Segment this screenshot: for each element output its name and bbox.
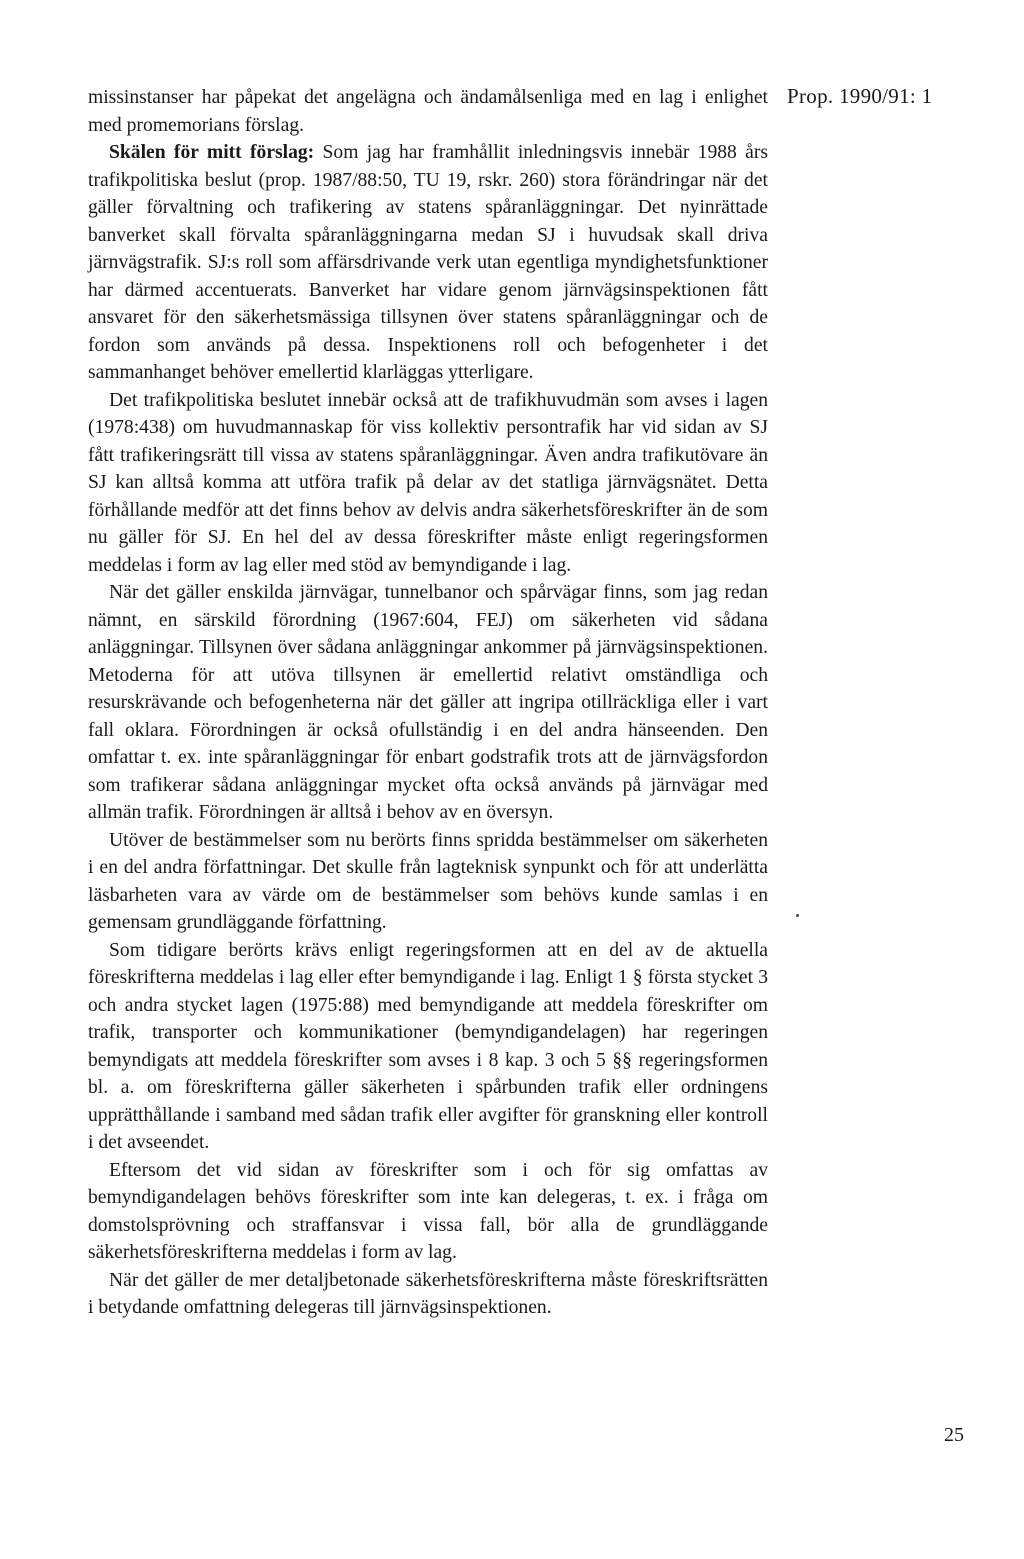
document-reference: Prop. 1990/91: 1 <box>787 84 933 108</box>
paragraph-1 <box>88 84 768 139</box>
body-text <box>88 84 768 1322</box>
paragraph-6-text: Som tidigare berörts krävs enligt regeringsformen att en del av de aktuella föreskrifterna meddelas i lag eller efter bemyndigande i lag. Enligt 1 § första stycket 3 och andra stycket lagen (1975:88) med bemyndigande att meddela föreskrifter om trafik, transporter och kommunikationer (bemyndigandelagen) har regeringen bemyndigats att meddela föreskrifter som avses i 8 kap. 3 och 5 §§ regeringsformen bl. a. om föreskrifterna gäller säkerheten i spårbunden trafik eller ordningens upprätthållande i samband med sådan trafik eller avgifter för granskning eller kontroll i det avseendet. <box>88 939 768 1153</box>
paragraph-4 <box>88 579 768 827</box>
paragraph-4-text: När det gäller enskilda järnvägar, tunnelbanor och spårvägar finns, som jag redan nämnt, en särskild förordning (1967:604, FEJ) om säkerheten vid sådana anläggningar. Tillsynen över sådana anläggningar ankommer på järnvägsinspektionen. Metoderna för att utöva tillsynen är emellertid relativt omständliga och resurskrävande och befogenheterna när det gäller att ingripa otillräckliga eller i vart fall oklara. Förordningen är också ofullständig i en del andra hänseenden. Den omfattar t. ex. inte spåranläggningar för enbart godstrafik trots att de järnvägsfordon som trafikerar sådana anläggningar mycket ofta också används på järnvägar med allmän trafik. Förordningen är alltså i behov av en översyn. <box>88 582 768 823</box>
margin-mark <box>796 914 799 917</box>
paragraph-3-text: Det trafikpolitiska beslutet innebär också att de trafikhuvudmän som avses i lagen (1978:438) om huvudmannaskap för viss kollektiv persontrafik har vid sidan av SJ fått trafikeringsrätt till vissa av statens spåranläggningar. Även andra trafikutövare än SJ kan alltså komma att utföra trafik på delar av det statliga järnvägsnätet. Detta förhållande medför att det finns behov av delvis andra säkerhetsföreskrifter än de som nu gäller för SJ. En hel del av dessa föreskrifter måste enligt regeringsformen meddelas i form av lag eller med stöd av bemyndigande i lag. <box>88 389 768 576</box>
paragraph-1-text: missinstanser har påpekat det angelägna och ändamålsenliga med en lag i enlighet med promemorians förslag. <box>88 87 768 136</box>
paragraph-7 <box>88 1157 768 1267</box>
paragraph-2-text: Som jag har framhållit inledningsvis innebär 1988 års trafikpolitiska beslut (prop. 1987/88:50, TU 19, rskr. 260) stora förändringar när det gäller förvaltning och trafikering av statens spåranläggningar. Det nyinrättade banverket skall förvalta spåranläggningarna medan SJ i huvudsak skall driva järnvägstrafik. SJ:s roll som affärsdrivande verk utan egentliga myndighetsfunktioner har därmed accentuerats. Banverket har vidare genom järnvägsinspektionen fått ansvaret för den säkerhetsmässiga tillsynen över statens spåranläggningar och de fordon som används på dessa. Inspektionens roll och befogenheter i det sammanhanget behöver emellertid klarläggas ytterligare. <box>88 142 768 383</box>
paragraph-3 <box>88 387 768 580</box>
paragraph-8 <box>88 1267 768 1322</box>
paragraph-5-text: Utöver de bestämmelser som nu berörts finns spridda bestämmelser om säkerheten i en del andra författningar. Det skulle från lagteknisk synpunkt och för att underlätta läsbarheten vara av värde om de bestämmelser som behövs kunde samlas i en gemensam grundläggande författning. <box>88 829 768 933</box>
paragraph-2 <box>88 139 768 387</box>
paragraph-6 <box>88 937 768 1157</box>
page-number: 25 <box>944 1424 964 1446</box>
paragraph-5 <box>88 827 768 937</box>
paragraph-7-text: Eftersom det vid sidan av föreskrifter som i och för sig omfattas av bemyndigandelagen behövs föreskrifter som inte kan delegeras, t. ex. i fråga om domstolsprövning och straffansvar i vissa fall, bör alla de grundläggande säkerhetsföreskrifterna meddelas i form av lag. <box>88 1159 768 1263</box>
paragraph-2-lead: Skälen för mitt förslag: <box>109 142 315 163</box>
paragraph-8-text: När det gäller de mer detaljbetonade säkerhetsföreskrifterna måste föreskriftsrätten i betydande omfattning delegeras till järnvägsinspektionen. <box>88 1269 768 1318</box>
